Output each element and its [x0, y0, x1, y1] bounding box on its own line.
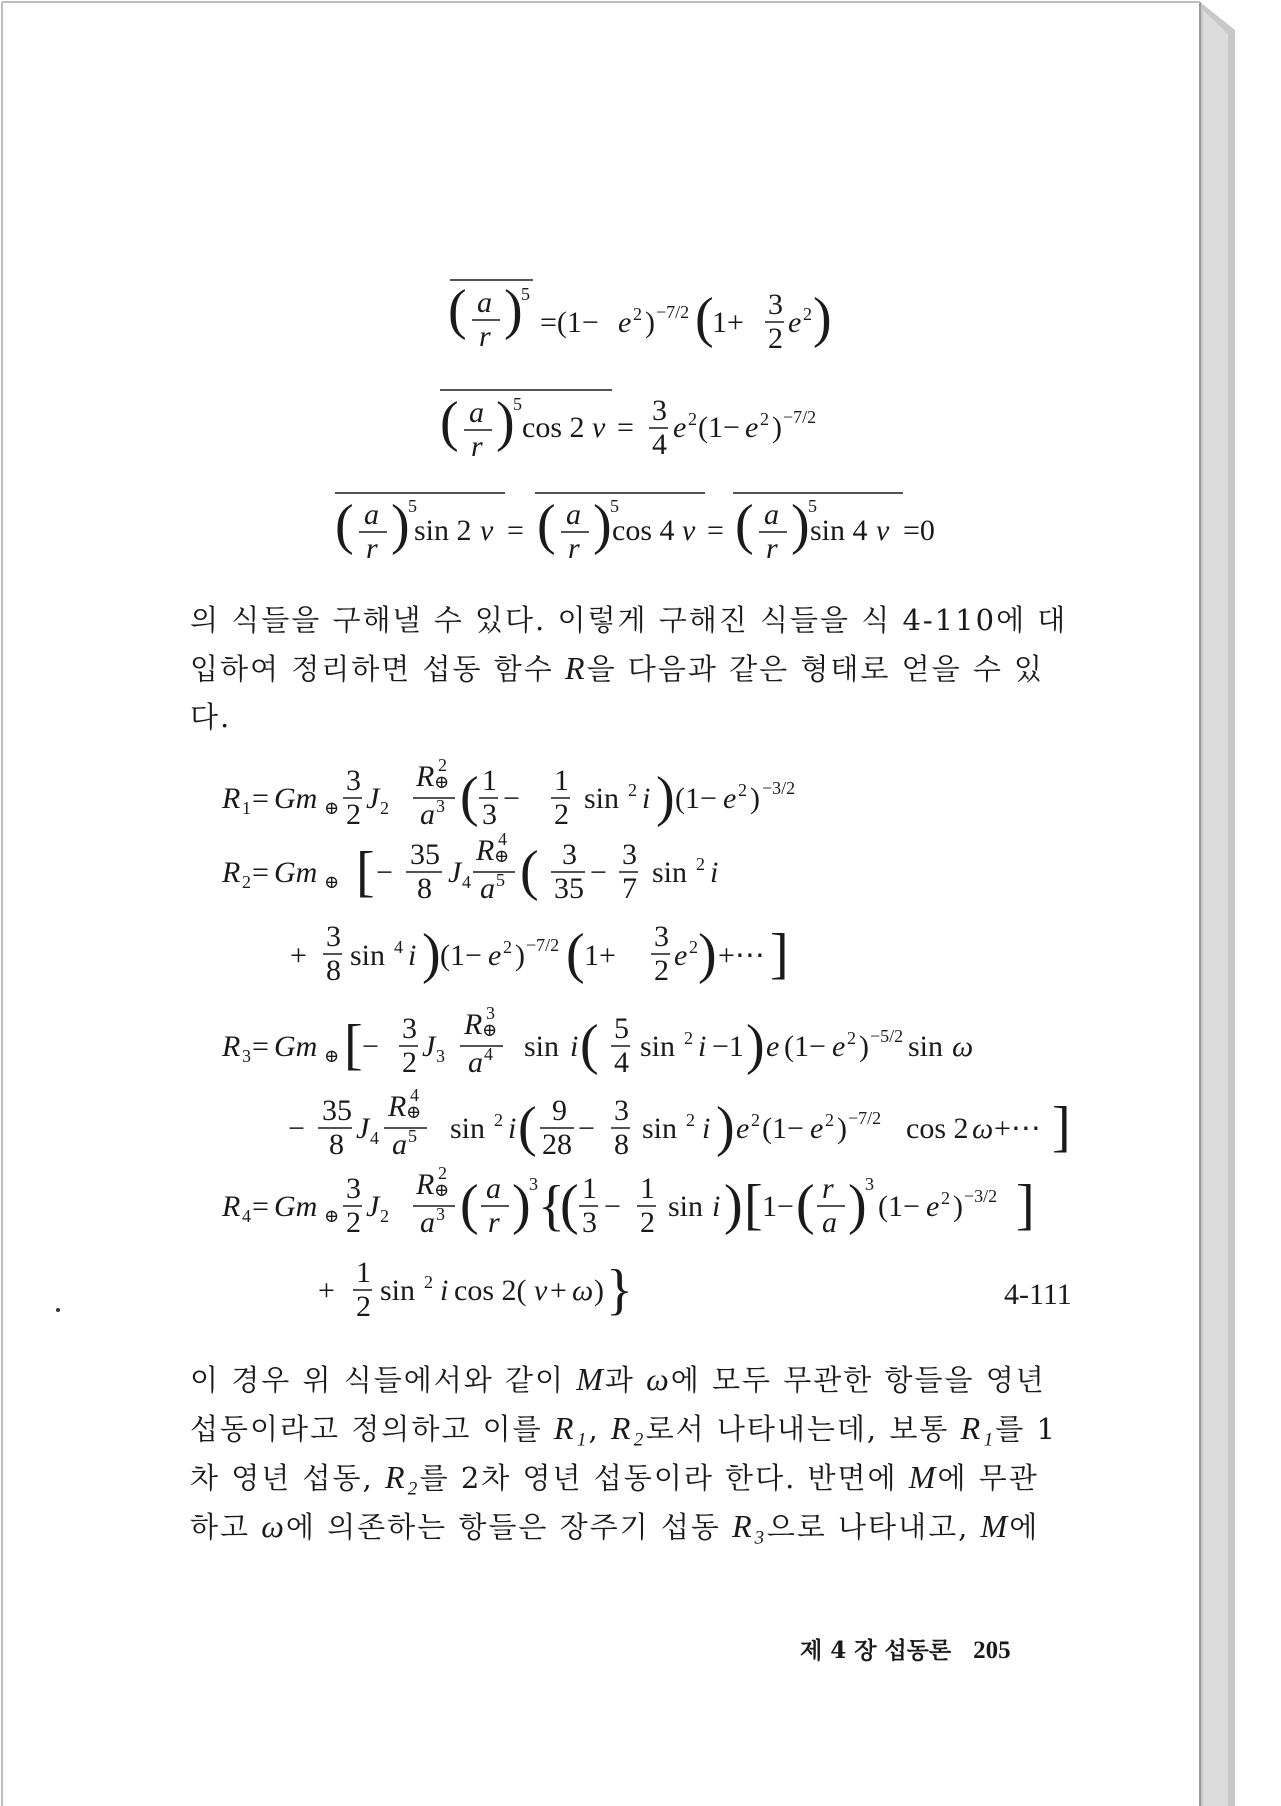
svg-text:−1: −1 — [712, 1030, 744, 1063]
equation-r2 — [221, 829, 789, 987]
svg-text:3: 3 — [582, 1206, 597, 1239]
svg-text:Gm: Gm — [274, 782, 318, 815]
svg-text:a: a — [480, 872, 495, 905]
svg-text:2: 2 — [803, 304, 812, 324]
svg-text:i: i — [702, 1112, 711, 1145]
svg-text:3: 3 — [436, 1204, 445, 1224]
svg-text:sin: sin — [584, 782, 620, 815]
svg-text:(1−: (1− — [440, 939, 482, 972]
svg-text:⊕: ⊕ — [324, 872, 340, 892]
svg-text:): ) — [746, 1014, 765, 1076]
svg-text:−: − — [578, 1112, 595, 1145]
svg-text:[: [ — [356, 841, 375, 903]
svg-text:sin 4: sin 4 — [810, 514, 868, 547]
svg-text:+: + — [290, 939, 307, 972]
svg-text:3: 3 — [346, 1172, 361, 1205]
svg-text:2: 2 — [633, 304, 642, 324]
svg-text:3: 3 — [652, 394, 667, 427]
svg-text:i: i — [710, 856, 719, 889]
svg-text:e: e — [810, 1112, 824, 1145]
svg-text:): ) — [593, 494, 612, 556]
svg-text:4: 4 — [498, 829, 507, 849]
svg-text:=: = — [252, 856, 269, 889]
svg-text:a: a — [468, 1046, 483, 1079]
svg-text:sin: sin — [350, 939, 386, 972]
svg-text:2: 2 — [751, 1110, 760, 1130]
svg-text:7: 7 — [622, 872, 637, 905]
svg-text:i: i — [642, 782, 651, 815]
svg-text:+: + — [550, 1274, 567, 1307]
svg-text:=0: =0 — [903, 514, 935, 547]
chapter-title: 제 4 장 섭동론 — [800, 1637, 952, 1664]
svg-text:ω: ω — [952, 1030, 974, 1063]
svg-text:(: ( — [518, 1096, 537, 1158]
svg-text:⊕: ⊕ — [324, 1206, 340, 1226]
svg-text:3: 3 — [654, 920, 669, 953]
svg-text:(1−: (1− — [675, 782, 717, 815]
svg-text:J: J — [356, 1112, 370, 1145]
svg-text:sin: sin — [652, 856, 688, 889]
svg-text:ν: ν — [534, 1274, 548, 1307]
svg-text:2: 2 — [640, 1206, 655, 1239]
svg-text:a: a — [420, 1206, 435, 1239]
svg-text:3: 3 — [486, 1003, 495, 1023]
svg-text:2: 2 — [503, 937, 512, 957]
svg-text:3: 3 — [529, 1174, 538, 1194]
svg-text:R: R — [388, 1090, 407, 1123]
svg-text:2: 2 — [768, 322, 783, 355]
text-line: 이 경우 위 식들에서와 같이 M과 ω에 모두 무관한 항들을 영년 — [190, 1361, 1046, 1397]
svg-text:3: 3 — [865, 1174, 874, 1194]
svg-text:−3/2: −3/2 — [762, 778, 796, 798]
svg-text:3: 3 — [242, 1046, 251, 1066]
svg-text:⊕: ⊕ — [494, 846, 510, 866]
svg-text:4: 4 — [652, 428, 667, 461]
equation-r4 — [221, 1163, 1035, 1320]
svg-text:−: − — [503, 782, 520, 815]
equation-r3 — [221, 1003, 1071, 1161]
svg-text:sin: sin — [640, 1030, 676, 1063]
svg-text:ν: ν — [876, 514, 890, 547]
svg-text:): ) — [496, 391, 515, 453]
svg-text:5: 5 — [614, 1012, 629, 1045]
svg-text:(: ( — [440, 391, 459, 453]
svg-text:=: = — [617, 411, 634, 444]
svg-text:R: R — [416, 1168, 435, 1201]
svg-text:2: 2 — [941, 1188, 950, 1208]
svg-text:1+: 1+ — [712, 306, 744, 339]
svg-text:2: 2 — [346, 1206, 361, 1239]
svg-text:): ) — [837, 1112, 847, 1145]
svg-text:): ) — [716, 1096, 735, 1158]
svg-text:35: 35 — [410, 838, 440, 871]
svg-text:Gm: Gm — [274, 1030, 318, 1063]
svg-text:R: R — [476, 834, 495, 867]
svg-text:i: i — [508, 1112, 517, 1145]
svg-text:(: ( — [566, 923, 585, 985]
svg-text:i: i — [570, 1030, 579, 1063]
text-line: 다. — [190, 700, 232, 734]
svg-text:3: 3 — [482, 798, 497, 831]
svg-text:8: 8 — [329, 1128, 344, 1161]
svg-text:+⋯: +⋯ — [718, 939, 765, 972]
svg-text:(: ( — [520, 840, 539, 902]
page-footer — [800, 1632, 1011, 1665]
svg-text:2: 2 — [380, 1206, 389, 1226]
svg-text:28: 28 — [542, 1128, 572, 1161]
svg-text:(: ( — [460, 766, 479, 828]
svg-text:⊕: ⊕ — [434, 1180, 450, 1200]
svg-text:=: = — [252, 1030, 269, 1063]
svg-text:cos 2(: cos 2( — [454, 1274, 527, 1307]
svg-text:]: ] — [770, 923, 789, 985]
svg-text:2: 2 — [654, 954, 669, 987]
svg-text:2: 2 — [356, 1290, 371, 1320]
svg-text:a: a — [566, 498, 581, 531]
svg-text:r: r — [766, 532, 778, 560]
svg-text:2: 2 — [438, 1163, 447, 1183]
svg-text:e: e — [766, 1030, 780, 1063]
svg-text:(: ( — [735, 494, 754, 556]
svg-text:r: r — [568, 532, 580, 560]
svg-text:(: ( — [537, 494, 556, 556]
svg-text:−: − — [590, 856, 607, 889]
svg-text:(1−: (1− — [784, 1030, 826, 1063]
svg-text:1: 1 — [582, 1172, 597, 1205]
svg-text:(: ( — [448, 279, 467, 341]
svg-text:): ) — [791, 494, 810, 556]
svg-text:R: R — [222, 856, 241, 889]
svg-text:4: 4 — [370, 1128, 379, 1148]
svg-text:i: i — [440, 1274, 449, 1307]
svg-text:5: 5 — [513, 394, 522, 414]
svg-text:4: 4 — [462, 872, 471, 892]
svg-text:4: 4 — [394, 937, 403, 957]
svg-text:): ) — [848, 1174, 867, 1236]
svg-text:e: e — [736, 1112, 750, 1145]
svg-text:3: 3 — [402, 1012, 417, 1045]
svg-text:r: r — [479, 320, 491, 353]
svg-text:1: 1 — [482, 764, 497, 797]
svg-text:): ) — [953, 1190, 963, 1223]
svg-text:): ) — [645, 306, 655, 339]
svg-text:2: 2 — [689, 937, 698, 957]
svg-text:e: e — [618, 306, 632, 339]
svg-text:): ) — [512, 1174, 531, 1236]
svg-text:): ) — [859, 1030, 869, 1063]
svg-text:9: 9 — [552, 1094, 567, 1127]
svg-text:[: [ — [744, 1174, 763, 1236]
svg-text:J: J — [366, 782, 380, 815]
svg-text:J: J — [422, 1030, 436, 1063]
svg-text:ν: ν — [592, 411, 606, 444]
svg-text:J: J — [366, 1190, 380, 1223]
svg-text:8: 8 — [417, 872, 432, 905]
svg-text:r: r — [488, 1206, 500, 1239]
svg-text:]: ] — [1016, 1174, 1035, 1236]
text-line: 입하여 정리하면 섭동 함수 R을 다음과 같은 형태로 얻을 수 있 — [190, 650, 1045, 686]
svg-text:(1−: (1− — [762, 1112, 804, 1145]
svg-text:(: ( — [560, 1174, 579, 1236]
svg-text:−: − — [604, 1190, 621, 1223]
svg-text:): ) — [391, 494, 410, 556]
svg-text:−3/2: −3/2 — [964, 1186, 998, 1206]
svg-text:(: ( — [695, 287, 714, 349]
svg-text:2: 2 — [847, 1028, 856, 1048]
svg-text:⊕: ⊕ — [324, 1046, 340, 1066]
svg-text:2: 2 — [494, 1110, 503, 1130]
svg-text:sin: sin — [380, 1274, 416, 1307]
svg-text:3: 3 — [614, 1094, 629, 1127]
svg-text:−5/2: −5/2 — [870, 1026, 904, 1046]
svg-text:e: e — [926, 1190, 940, 1223]
svg-text:cos 2: cos 2 — [522, 411, 585, 444]
svg-text:): ) — [724, 1174, 743, 1236]
svg-text:+: + — [318, 1274, 335, 1307]
svg-text:=: = — [707, 514, 724, 547]
svg-text:2: 2 — [688, 409, 697, 429]
svg-text:ν: ν — [480, 514, 494, 547]
svg-text:2: 2 — [554, 798, 569, 831]
svg-text:3: 3 — [622, 838, 637, 871]
svg-text:ω: ω — [572, 1274, 594, 1307]
text-line: 의 식들을 구해낼 수 있다. 이렇게 구해진 식들을 식 4-110에 대 — [190, 603, 1068, 637]
svg-text:a: a — [486, 1172, 501, 1205]
svg-text:4: 4 — [484, 1044, 493, 1064]
svg-text:5: 5 — [808, 496, 817, 516]
svg-text:R: R — [222, 782, 241, 815]
svg-text:−: − — [288, 1112, 305, 1145]
svg-text:2: 2 — [684, 1028, 693, 1048]
svg-text:a: a — [420, 798, 435, 831]
svg-text:35: 35 — [322, 1094, 352, 1127]
svg-text:(: ( — [580, 1014, 599, 1076]
svg-text:a: a — [764, 498, 779, 531]
svg-text:8: 8 — [326, 954, 341, 987]
svg-text:5: 5 — [496, 870, 505, 890]
svg-text:1−: 1− — [762, 1190, 794, 1223]
svg-text:r: r — [822, 1172, 834, 1205]
svg-text:sin: sin — [524, 1030, 560, 1063]
svg-text:2: 2 — [424, 1272, 433, 1292]
svg-text:2: 2 — [380, 798, 389, 818]
svg-text:R: R — [416, 760, 435, 793]
svg-text:4: 4 — [410, 1085, 419, 1105]
svg-text:4: 4 — [614, 1046, 629, 1079]
svg-text:]: ] — [1052, 1096, 1071, 1158]
svg-text:=: = — [252, 1190, 269, 1223]
svg-text:3: 3 — [768, 288, 783, 321]
svg-text:(: ( — [335, 494, 354, 556]
svg-text:R: R — [222, 1190, 241, 1223]
svg-text:=: = — [507, 514, 524, 547]
svg-text:−: − — [362, 1030, 379, 1063]
text-line: 하고 ω에 의존하는 항들은 장주기 섭동 R₃으로 나타내고, M에 — [190, 1508, 1040, 1544]
svg-text:e: e — [788, 306, 802, 339]
paragraph-secular-perturbation — [190, 1355, 1083, 1551]
svg-text:i: i — [698, 1030, 707, 1063]
svg-text:−: − — [376, 856, 393, 889]
svg-text:4: 4 — [242, 1206, 251, 1226]
svg-text:(1−: (1− — [698, 411, 740, 444]
svg-text:e: e — [673, 411, 687, 444]
svg-text:=: = — [252, 782, 269, 815]
svg-text:⊕: ⊕ — [406, 1102, 422, 1122]
equation-r1 — [221, 755, 795, 831]
svg-text:J: J — [448, 856, 462, 889]
svg-text:1: 1 — [242, 798, 251, 818]
equation-number: 4-111 — [1004, 1278, 1072, 1311]
svg-text:Gm: Gm — [274, 1190, 318, 1223]
svg-text:): ) — [698, 923, 717, 985]
svg-text:Gm: Gm — [274, 856, 318, 889]
svg-text:): ) — [750, 782, 760, 815]
svg-text:3: 3 — [346, 764, 361, 797]
svg-text:e: e — [488, 939, 502, 972]
svg-text:e: e — [745, 411, 759, 444]
svg-text:3: 3 — [436, 796, 445, 816]
svg-text:sin: sin — [908, 1030, 944, 1063]
svg-text:i: i — [712, 1190, 721, 1223]
svg-text:ω: ω — [972, 1112, 994, 1145]
svg-text:a: a — [477, 286, 492, 319]
text-line: 섭동이라고 정의하고 이를 R₁, R₂로서 나타내는데, 보통 R₁를 1 — [190, 1410, 1057, 1446]
svg-text:⊕: ⊕ — [434, 772, 450, 792]
svg-text:5: 5 — [408, 496, 417, 516]
svg-text:⊕: ⊕ — [482, 1020, 498, 1040]
svg-text:): ) — [422, 923, 441, 985]
svg-text:a: a — [469, 396, 484, 429]
text-line: 차 영년 섭동, R₂를 2차 영년 섭동이라 한다. 반면에 M에 무관 — [190, 1459, 1039, 1495]
svg-text:e: e — [832, 1030, 846, 1063]
svg-text:2: 2 — [242, 872, 251, 892]
svg-text:−7/2: −7/2 — [783, 407, 817, 427]
svg-text:⊕: ⊕ — [324, 798, 340, 818]
svg-text:): ) — [772, 411, 782, 444]
svg-text:}: } — [606, 1259, 633, 1320]
svg-text:cos 4: cos 4 — [612, 514, 675, 547]
svg-text:3: 3 — [326, 920, 341, 953]
svg-text:1: 1 — [554, 764, 569, 797]
svg-text:2: 2 — [760, 409, 769, 429]
svg-text:cos 2: cos 2 — [906, 1112, 969, 1145]
page-number: 205 — [973, 1637, 1011, 1664]
svg-text:R: R — [222, 1030, 241, 1063]
svg-text:2: 2 — [825, 1110, 834, 1130]
svg-text:−7/2: −7/2 — [526, 935, 560, 955]
svg-text:{: { — [538, 1175, 565, 1237]
svg-text:2: 2 — [402, 1046, 417, 1079]
svg-text:1: 1 — [356, 1256, 371, 1289]
svg-text:2: 2 — [696, 854, 705, 874]
svg-text:): ) — [656, 766, 675, 828]
svg-text:R: R — [464, 1008, 483, 1041]
svg-text:): ) — [813, 287, 832, 349]
svg-text:2: 2 — [686, 1110, 695, 1130]
svg-text:5: 5 — [408, 1126, 417, 1146]
svg-text:): ) — [515, 939, 525, 972]
svg-text:5: 5 — [610, 496, 619, 516]
svg-text:5: 5 — [521, 284, 530, 304]
svg-text:8: 8 — [614, 1128, 629, 1161]
svg-text:): ) — [504, 279, 523, 341]
svg-text:e: e — [723, 782, 737, 815]
svg-text:r: r — [366, 532, 378, 560]
svg-text:): ) — [594, 1274, 604, 1307]
svg-text:sin: sin — [450, 1112, 486, 1145]
svg-text:2: 2 — [628, 780, 637, 800]
svg-text:(: ( — [460, 1174, 479, 1236]
svg-text:1+: 1+ — [584, 939, 616, 972]
svg-text:a: a — [364, 498, 379, 531]
svg-text:3: 3 — [436, 1046, 445, 1066]
svg-text:e: e — [674, 939, 688, 972]
svg-text:a: a — [392, 1128, 407, 1161]
svg-text:2: 2 — [346, 798, 361, 831]
svg-text:[: [ — [344, 1014, 363, 1076]
svg-text:3: 3 — [562, 838, 577, 871]
svg-text:(1−: (1− — [878, 1190, 920, 1223]
svg-text:+⋯: +⋯ — [994, 1112, 1041, 1145]
svg-text:i: i — [408, 939, 417, 972]
svg-text:−7/2: −7/2 — [848, 1108, 882, 1128]
svg-text:(: ( — [796, 1174, 815, 1236]
svg-text:=(1−: =(1− — [540, 306, 599, 339]
svg-text:sin 2: sin 2 — [414, 514, 472, 547]
svg-text:sin: sin — [668, 1190, 704, 1223]
svg-text:−7/2: −7/2 — [656, 302, 690, 322]
svg-text:35: 35 — [554, 872, 584, 905]
svg-text:a: a — [822, 1206, 837, 1239]
svg-text:r: r — [471, 430, 483, 463]
svg-text:sin: sin — [642, 1112, 678, 1145]
svg-text:1: 1 — [640, 1172, 655, 1205]
svg-text:ν: ν — [682, 514, 696, 547]
svg-text:2: 2 — [738, 780, 747, 800]
svg-text:2: 2 — [438, 755, 447, 775]
